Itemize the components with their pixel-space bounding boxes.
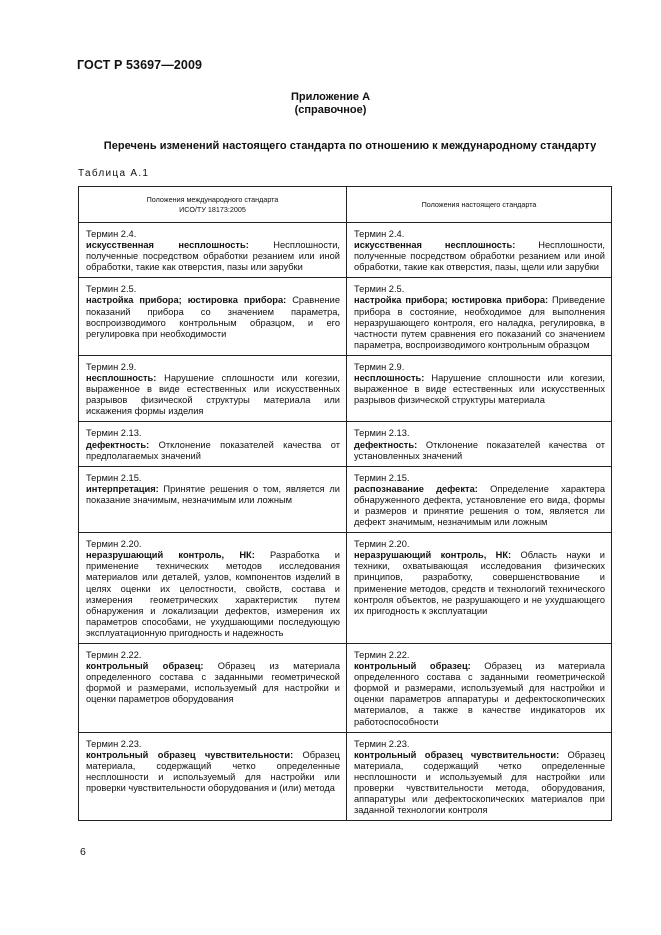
table-cell-national: Термин 2.5. настройка прибора; юстировка прибора: Приведение прибора в состояние, необходимое для выполнения неразрушающего контроля, его наладка, регулировка, в частности путем сравнения его показаний со значением параметра, воспроизводимого контрольным образцом <box>347 278 612 356</box>
column-header-national: Положения настоящего стандарта <box>347 187 612 223</box>
table-cell-international: Термин 2.23. контрольный образец чувствительности: Образец материала, содержащий четко определенные несплошности и используемый для настройки или проверки чувствительности оборудования и (или) метода <box>79 732 347 821</box>
table-cell-international: Термин 2.4. искусственная несплошность: Несплошности, полученные посредством обработки резанием или иной обработки, такие как отверстия, пазы или зарубки <box>79 223 347 278</box>
table-row <box>79 278 612 356</box>
table-cell-national: Термин 2.4. искусственная несплошность: Несплошности, полученные посредством обработки резанием или иной обработки, такие как отверстия, пазы, щели или зарубки <box>347 223 612 278</box>
table-row <box>79 422 612 466</box>
table-cell-international: Термин 2.22. контрольный образец: Образец из материала определенного состава с заданными геометрической формой и размерами, используемый для настройки и оценки параметров оборудования <box>79 644 347 733</box>
table-cell-international: Термин 2.15. интерпретация: Принятие решения о том, является ли показание значимым, незначимым или ложным <box>79 466 347 532</box>
appendix-title: Приложение А <box>290 91 371 103</box>
table-cell-national: Термин 2.9. несплошность: Нарушение сплошности или когезии, выраженное в виде естественных или искусственных разрывов физической структуры материала <box>347 355 612 421</box>
table-row <box>79 355 612 421</box>
table-cell-national: Термин 2.20. неразрушающий контроль, НК: Область науки и техники, охватывающая исследования физических принципов, разработку, совершенствование и применение методов, средств и технологий технического контроля объектов, не разрушающего и не ухудшающего их пригодность к эксплуатации <box>347 533 612 644</box>
table-cell-national: Термин 2.23. контрольный образец чувствительности: Образец материала, содержащий четко определенные несплошности и используемый для настройки или проверки чувствительности метода, оборудования, аппаратуры или дефектоскопических материалов при заданной технологии контроля <box>347 732 612 821</box>
table-row <box>79 644 612 733</box>
table-row <box>79 466 612 532</box>
table-label: Таблица А.1 <box>78 168 150 179</box>
table-row <box>79 533 612 644</box>
table-cell-international: Термин 2.13. дефектность: Отклонение показателей качества от предполагаемых значений <box>79 422 347 466</box>
column-header-international: Положения международного стандарта ИСО/ТУ 18173:2005 <box>79 187 347 223</box>
table-cell-national: Термин 2.22. контрольный образец: Образец из материала определенного состава с заданными геометрической формой и размерами, используемый для настройки и оценки параметров аппаратуры и дефектоскопических материалов, а также в качестве индикаторов их работоспособности <box>347 644 612 733</box>
appendix-heading <box>0 91 661 117</box>
table-cell-international: Термин 2.20. неразрушающий контроль, НК: Разработка и применение технических методов исследования материалов или деталей, узлов, компонентов изделий в целях оценки их целостности, свойств, состава и измерения геометрических характеристик путем обнаружения и локализации дефектов, измерения их параметров способами, не ухудшающими последующую эксплуатационную пригодность и надежность <box>79 533 347 644</box>
page-title: Перечень изменений настоящего стандарта по отношению к международному стандарту <box>103 140 597 152</box>
comparison-table <box>78 186 612 821</box>
table-row <box>79 223 612 278</box>
table-row <box>79 732 612 821</box>
document-header: ГОСТ Р 53697—2009 <box>77 58 203 72</box>
appendix-subtitle: (справочное) <box>294 104 367 116</box>
table-cell-international: Термин 2.9. несплошность: Нарушение сплошности или когезии, выраженное в виде естественных или искусственных разрывов физической структуры материала или искажения формы изделия <box>79 355 347 421</box>
page-number: 6 <box>80 846 86 858</box>
table-cell-national: Термин 2.13. дефектность: Отклонение показателей качества от установленных значений <box>347 422 612 466</box>
table-cell-national: Термин 2.15. распознавание дефекта: Определение характера обнаруженного дефекта, установление его вида, формы и размеров и принятие решения о том, является ли дефект значимым, незначимым или ложным <box>347 466 612 532</box>
table-header-row <box>79 187 612 223</box>
table-cell-international: Термин 2.5. настройка прибора; юстировка прибора: Сравнение показаний прибора со значением параметра, воспроизводимого контрольным образцом, и его регулировка при необходимости <box>79 278 347 356</box>
